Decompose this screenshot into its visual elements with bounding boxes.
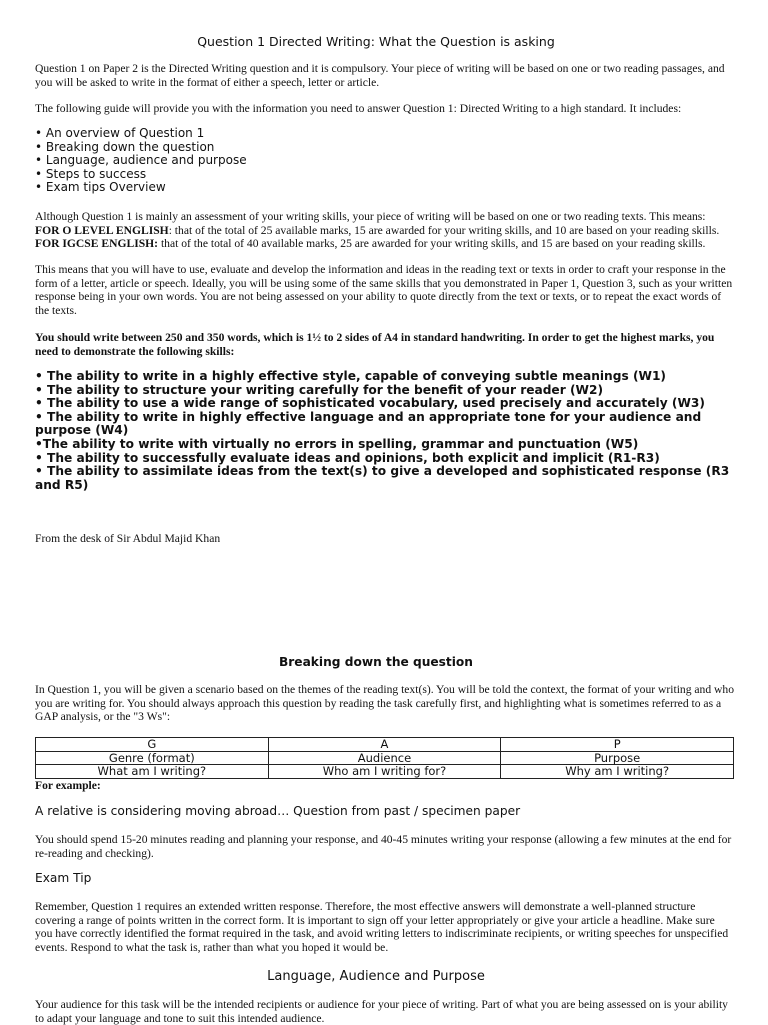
list-item: • The ability to write in highly effective language and an appropriate tone for your audience and purpose (W4): [35, 409, 702, 438]
timing-paragraph: You should spend 15-20 minutes reading and planning your response, and 40-45 minutes writing your response (allowing a few minutes at the end for re-reading and checking).: [35, 833, 732, 860]
intro-paragraph: Question 1 on Paper 2 is the Directed Writing question and it is compulsory. Your piece of writing will be based on one or two reading passages, and you will be asked to write in the format of either a speech, letter or article.: [35, 62, 725, 89]
table-cell: G: [36, 738, 269, 752]
list-item: • Breaking down the question: [35, 139, 215, 154]
overview-list: [35, 127, 735, 195]
for-example-label: For example:: [35, 779, 101, 792]
list-item: • Language, audience and purpose: [35, 153, 247, 168]
exam-tip-heading: Exam Tip: [35, 871, 92, 885]
breaking-heading: Breaking down the question: [279, 655, 473, 669]
o-level-text: : that of the total of 25 available marks, 15 are awarded for your writing skills, and 10 are based on your reading skills.: [168, 223, 720, 237]
list-item: • The ability to use a wide range of sophisticated vocabulary, used precisely and accurately (W3): [35, 396, 705, 411]
list-item: •The ability to write with virtually no errors in spelling, grammar and punctuation (W5): [35, 436, 639, 451]
assessment-paragraph: [35, 210, 735, 251]
table-cell: Purpose: [501, 751, 734, 765]
table-cell: Audience: [268, 751, 501, 765]
breaking-paragraph: In Question 1, you will be given a scenario based on the themes of the reading text(s). You will be told the context, the format of your writing and who you are writing for. You should always approach this question by reading the task carefully first, and highlighting what is sometimes referred to as a GAP analysis, or the "3 Ws":: [35, 683, 735, 723]
list-item: • The ability to write in a highly effective style, capable of conveying subtle meanings (W1): [35, 369, 667, 383]
desk-signature: From the desk of Sir Abdul Majid Khan: [35, 532, 221, 545]
igcse-line: [35, 237, 735, 251]
list-item: • The ability to assimilate ideas from the text(s) to give a developed and sophisticated response (R3 and R5): [35, 464, 730, 492]
lap-paragraph: Your audience for this task will be the intended recipients or audience for your piece of writing. Part of what you are being assessed on is your ability to adapt your language and tone to suit this intended audience.: [35, 998, 728, 1025]
means-paragraph: This means that you will have to use, evaluate and develop the information and ideas in the reading text or texts in order to craft your response in the form of a letter, article or speech. Ideally, you will be using some of the same skills that you demonstrated in Paper 1, Question 3, such as your written response being in your own words. You are not being assessed on your ability to quote directly from the text or texts, or to repeat the exact words of the texts.: [35, 263, 733, 317]
o-level-label: FOR O LEVEL ENGLISH: [35, 223, 169, 237]
word-count-paragraph: You should write between 250 and 350 words, which is 1½ to 2 sides of A4 in standard handwriting. In order to get the highest marks, you need to demonstrate the following skills:: [35, 331, 715, 358]
o-level-line: [35, 224, 735, 238]
table-cell: Why am I writing?: [501, 765, 734, 779]
list-item: • The ability to successfully evaluate ideas and opinions, both explicit and implicit (R1-R3): [35, 450, 660, 465]
list-item: • The ability to structure your writing carefully for the benefit of your reader (W2): [35, 382, 604, 397]
igcse-label: FOR IGCSE ENGLISH:: [35, 237, 159, 250]
assessment-lead: Although Question 1 is mainly an assessment of your writing skills, your piece of writing will be based on one or two reading texts. This means:: [35, 210, 706, 223]
table-row: [36, 765, 734, 779]
guide-paragraph: The following guide will provide you with the information you need to answer Question 1: Directed Writing to a high standard. It includes:: [35, 102, 682, 115]
table-cell: P: [501, 738, 734, 752]
exam-tip-paragraph: Remember, Question 1 requires an extended written response. Therefore, the most effective answers will demonstrate a well-planned structure covering a range of points written in the correct form. It is important to sign off your letter appropriately or give your article a headline. Make sure you have correctly identified the format required in the task, and avoid writing letters to indiscriminate recipients, or writing speeches for unspecified events. Respond to what the task is, rather than what you hoped it would be.: [35, 900, 729, 954]
example-line: A relative is considering moving abroad… Question from past / specimen paper: [35, 804, 521, 818]
list-item: • Steps to success: [35, 166, 147, 181]
skills-list: [35, 370, 735, 492]
lap-heading: Language, Audience and Purpose: [267, 969, 485, 984]
table-cell: What am I writing?: [36, 765, 269, 779]
gap-table: [35, 737, 734, 779]
table-row: [36, 751, 734, 765]
table-cell: Genre (format): [36, 751, 269, 765]
table-cell: Who am I writing for?: [268, 765, 501, 779]
list-item: • An overview of Question 1: [35, 126, 205, 140]
table-row: [36, 738, 734, 752]
table-cell: A: [268, 738, 501, 752]
igcse-text: that of the total of 40 available marks, 25 are awarded for your writing skills, and 15 are based on your reading skills.: [158, 237, 706, 250]
list-item: • Exam tips Overview: [35, 180, 166, 195]
page-title: Question 1 Directed Writing: What the Question is asking: [197, 34, 555, 49]
